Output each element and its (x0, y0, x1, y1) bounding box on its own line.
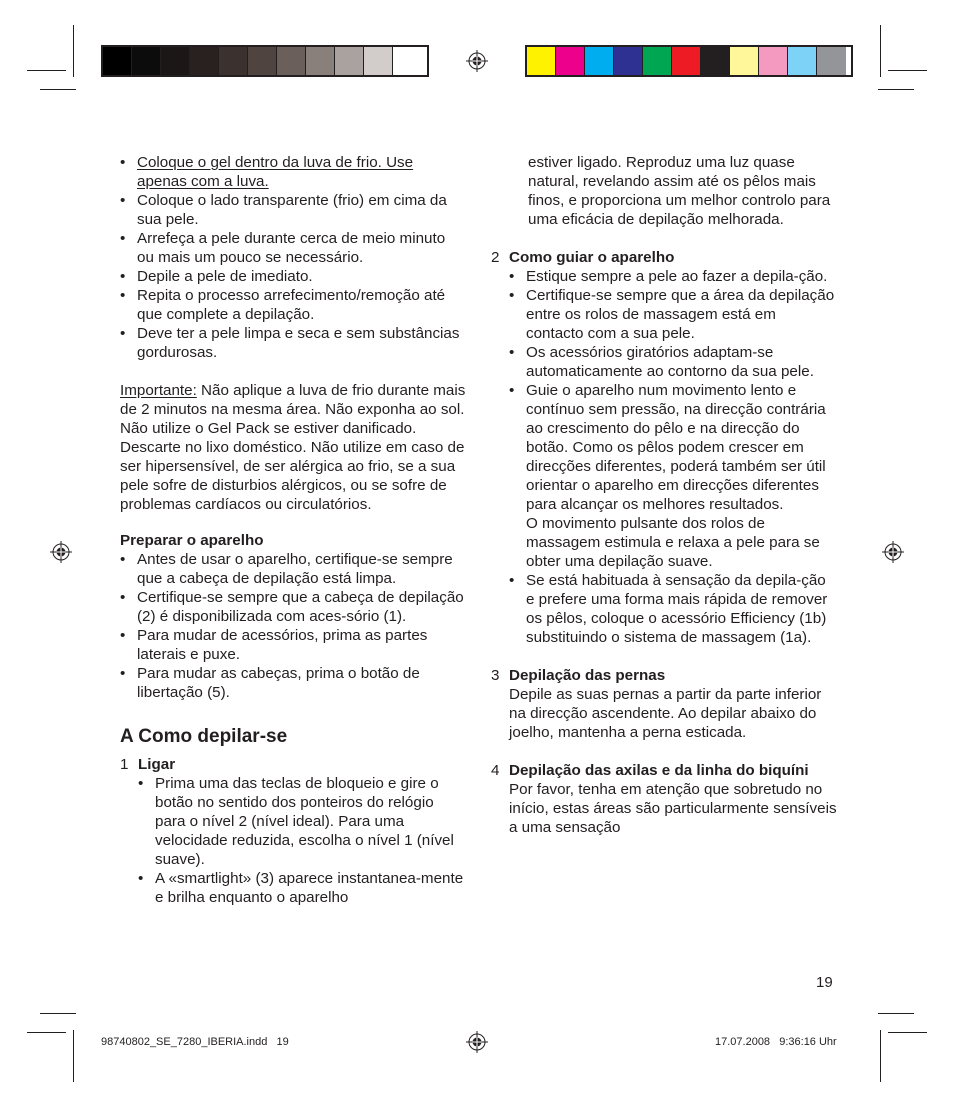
crop-mark-top-right-vertical (880, 25, 881, 77)
color-swatch (161, 47, 190, 75)
page-number: 19 (816, 974, 833, 991)
color-swatch (248, 47, 277, 75)
important-label: Importante: (120, 382, 197, 399)
list-item: • Os acessórios giratórios adaptam-se automaticamente ao contorno da sua pele. (509, 343, 837, 381)
list-item: • Coloque o lado transparente (frio) em cima da sua pele. (120, 191, 466, 229)
right-column (491, 153, 837, 837)
list-item: • Repita o processo arrefecimento/remoção até que complete a depilação. (120, 286, 466, 324)
crop-mark-top-left-vertical (73, 25, 74, 77)
step-1-list (138, 774, 466, 907)
list-item: • Para mudar as cabeças, prima o botão de libertação (5). (120, 664, 466, 702)
color-swatch (643, 47, 672, 75)
step-title: Ligar (138, 756, 176, 773)
list-item: • Antes de usar o aparelho, certifique-se sempre que a cabeça de depilação está limpa. (120, 550, 466, 588)
list-item: • Arrefeça a pele durante cerca de meio minuto ou mais um pouco se necessário. (120, 229, 466, 267)
grayscale-bar (101, 45, 429, 77)
step-number: 1 (120, 756, 129, 773)
step-text: Por favor, tenha em atenção que sobretudo no início, estas áreas são particularmente sensíveis a uma sensação (509, 781, 837, 836)
crop-mark-bottom-left-horizontal (27, 1032, 66, 1033)
step-2 (491, 248, 837, 647)
footer-timestamp: 17.07.2008 9:36:16 Uhr (715, 1036, 837, 1048)
color-swatch (730, 47, 759, 75)
color-swatch (759, 47, 788, 75)
color-swatch (277, 47, 306, 75)
crop-mark-bottom-left-vertical (73, 1030, 74, 1082)
color-swatch (556, 47, 585, 75)
color-swatch (103, 47, 132, 75)
step-number: 4 (491, 762, 500, 779)
left-column (120, 153, 466, 907)
list-item: • Coloque o gel dentro da luva de frio. Use apenas com a luva. (120, 153, 466, 191)
color-swatch (527, 47, 556, 75)
step-number: 2 (491, 249, 500, 266)
registration-mark-bottom-icon (466, 1031, 488, 1053)
color-swatch (132, 47, 161, 75)
step-title: Depilação das pernas (509, 667, 666, 684)
color-swatch (335, 47, 364, 75)
step-3 (491, 666, 837, 742)
crop-mark-bottom-right-horizontal-2 (878, 1013, 914, 1014)
color-swatch (672, 47, 701, 75)
color-bar (525, 45, 853, 77)
color-swatch (306, 47, 335, 75)
crop-mark-top-right-horizontal (888, 70, 927, 71)
registration-mark-left-icon (50, 541, 72, 563)
registration-mark-right-icon (882, 541, 904, 563)
list-item-extra: O movimento pulsante dos rolos de massagem estimula e relaxa a pele para se obter uma depilação suave. (526, 515, 820, 570)
preparar-list (120, 550, 466, 702)
crop-mark-top-left-horizontal (27, 70, 66, 71)
color-swatch (190, 47, 219, 75)
step-4 (491, 761, 837, 837)
list-item: • Para mudar de acessórios, prima as partes laterais e puxe. (120, 626, 466, 664)
important-text: Não aplique a luva de frio durante mais de 2 minutos na mesma área. Não exponha ao sol. Não utilize o Gel Pack se estiver danificado. Descarte no lixo doméstico. Não utilize em caso de ser hipersensível, de ser alérgica ao frio, se a sua pele sofre de disturbios alérgicos, ou se sofre de problemas cardíacos ou circulatórios. (120, 382, 466, 513)
list-item: • Depile a pele de imediato. (120, 267, 466, 286)
list-item: • Certifique-se sempre que a cabeça de depilação (2) é disponibilizada com aces-sório (1). (120, 588, 466, 626)
step-title: Como guiar o aparelho (509, 249, 675, 266)
crop-mark-bottom-left-horizontal-2 (40, 1013, 76, 1014)
list-item: • Certifique-se sempre que a área da depilação entre os rolos de massagem está em contacto com a sua pele. (509, 286, 837, 343)
step-number: 3 (491, 667, 500, 684)
color-swatch (817, 47, 846, 75)
cold-glove-instructions (120, 153, 466, 362)
step-text: Depile as suas pernas a partir da parte inferior na direcção ascendente. Ao depilar abaixo do joelho, mantenha a perna esticada. (509, 686, 822, 741)
color-swatch (614, 47, 643, 75)
crop-mark-top-left-horizontal-2 (40, 89, 76, 90)
crop-mark-bottom-right-vertical (880, 1030, 881, 1082)
list-item: • Estique sempre a pele ao fazer a depila-ção. (509, 267, 837, 286)
step-2-list (509, 267, 837, 647)
list-item: • Guie o aparelho num movimento lento e contínuo sem pressão, na direcção contrária ao crescimento do pêlo e na direcção do botão. Como os pêlos podem crescer em direcções diferentes, poderá também ser útil orientar o aparelho em direcções diferentes para alcançar os melhores resultados. O movimento pulsante dos rolos de massagem estimula e relaxa a pele para se obter uma depilação suave. (509, 381, 837, 571)
registration-mark-top-icon (466, 50, 488, 72)
list-item: • Se está habituada à sensação da depila-ção e prefere uma forma mais rápida de remover os pêlos, coloque o acessório Efficiency (1b) substituindo o sistema de massagem (1a). (509, 571, 837, 647)
color-swatch (364, 47, 393, 75)
color-swatch (788, 47, 817, 75)
color-swatch (219, 47, 248, 75)
continuation-text: estiver ligado. Reproduz uma luz quase natural, revelando assim até os pêlos mais finos, e proporciona um melhor controlo para uma eficácia de depilação melhorada. (528, 154, 831, 228)
list-item: • A «smartlight» (3) aparece instantanea-mente e brilha enquanto o aparelho (138, 869, 466, 907)
important-notice (120, 381, 466, 514)
preparar-heading: Preparar o aparelho (120, 532, 264, 549)
color-swatch (585, 47, 614, 75)
color-swatch (701, 47, 730, 75)
color-swatch (393, 47, 422, 75)
section-heading: A Como depilar-se (120, 726, 288, 747)
crop-mark-bottom-right-horizontal (888, 1032, 927, 1033)
crop-mark-top-right-horizontal-2 (878, 89, 914, 90)
list-item: • Prima uma das teclas de bloqueio e gire o botão no sentido dos ponteiros do relógio para o nível 2 (nível ideal). Para uma velocidade reduzida, escolha o nível 1 (nível suave). (138, 774, 466, 869)
list-item: • Deve ter a pele limpa e seca e sem substâncias gordurosas. (120, 324, 466, 362)
footer-file-info: 98740802_SE_7280_IBERIA.indd 19 (101, 1036, 289, 1048)
step-1 (120, 755, 466, 907)
step-title: Depilação das axilas e da linha do biquíni (509, 762, 809, 779)
